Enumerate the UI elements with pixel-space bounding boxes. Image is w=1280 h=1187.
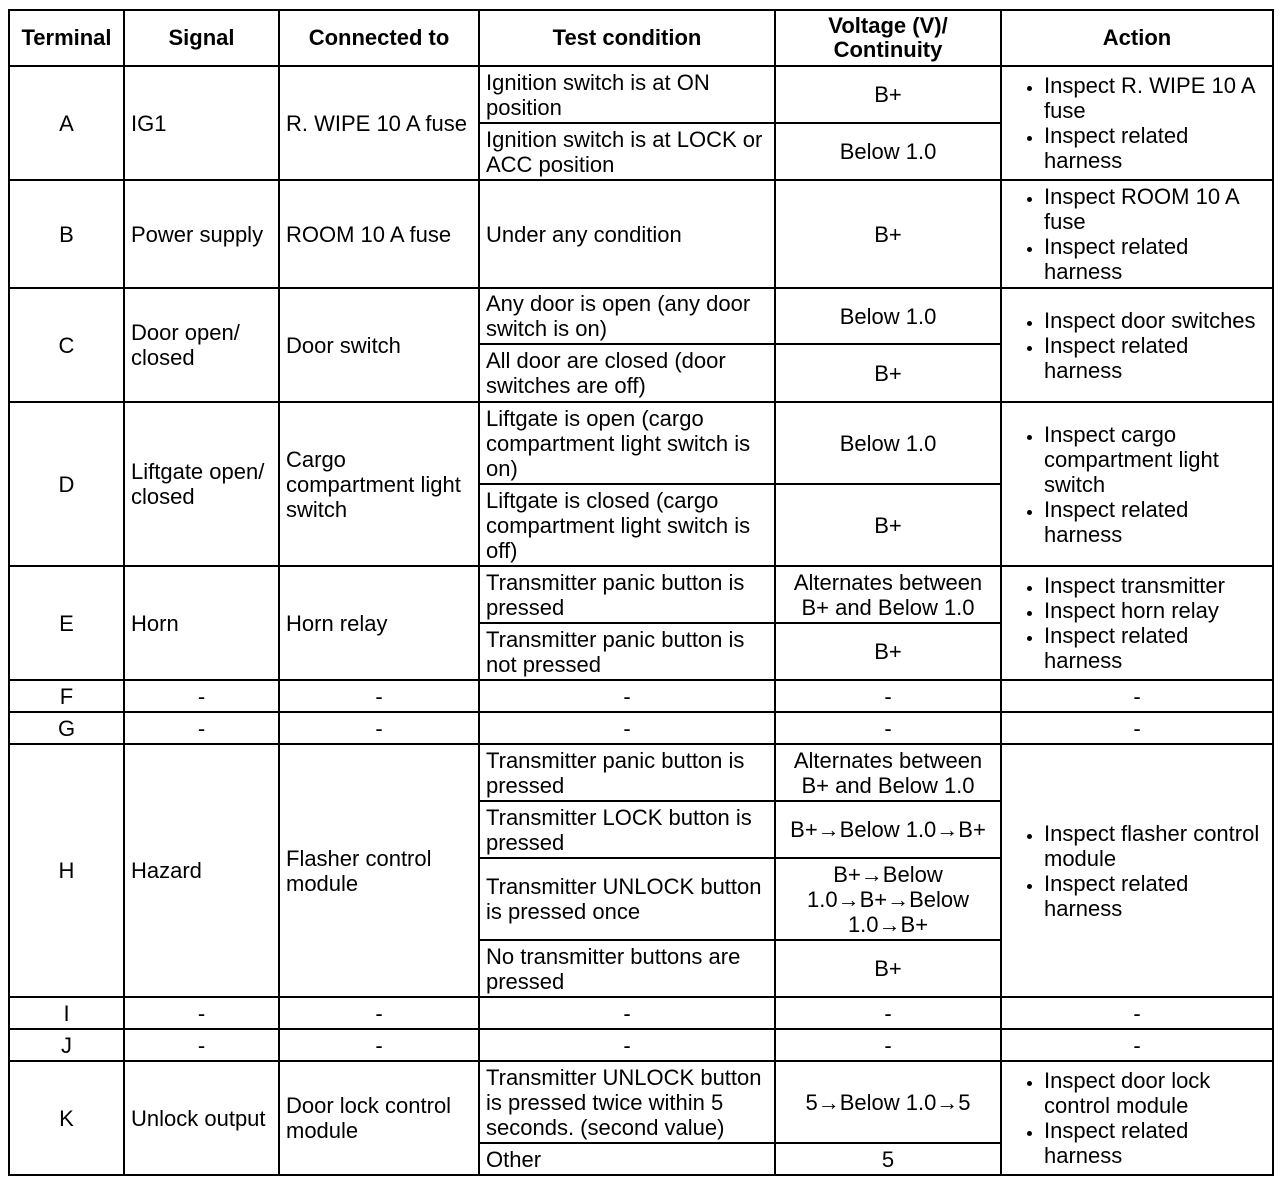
list-item: • Inspect ROOM 10 A fuse bbox=[1044, 184, 1268, 234]
list-item: • Inspect related harness bbox=[1044, 871, 1268, 921]
condition-cell: Any door is open (any door switch is on) bbox=[479, 288, 775, 344]
terminal-cell: E bbox=[9, 566, 124, 680]
header-connected-to: Connected to bbox=[279, 10, 479, 66]
action-list bbox=[1014, 1068, 1268, 1168]
terminal-cell: C bbox=[9, 288, 124, 402]
list-item: • Inspect related harness bbox=[1044, 333, 1268, 383]
condition-cell: Transmitter UNLOCK button is pressed once bbox=[479, 858, 775, 940]
action-cell: - bbox=[1001, 712, 1273, 744]
value-cell: - bbox=[775, 680, 1001, 712]
signal-cell: - bbox=[124, 712, 279, 744]
list-item: • Inspect R. WIPE 10 A fuse bbox=[1044, 73, 1268, 123]
value-cell: B+ bbox=[775, 623, 1001, 680]
value-cell: - bbox=[775, 1029, 1001, 1061]
signal-cell: Power supply bbox=[124, 180, 279, 288]
signal-cell: - bbox=[124, 997, 279, 1029]
value-cell: 5 bbox=[775, 1143, 1001, 1175]
action-cell: - bbox=[1001, 997, 1273, 1029]
terminal-cell: G bbox=[9, 712, 124, 744]
condition-cell: Transmitter panic button is pressed bbox=[479, 744, 775, 801]
condition-cell: Transmitter panic button is pressed bbox=[479, 566, 775, 623]
table-row bbox=[9, 997, 1273, 1029]
signal-cell: - bbox=[124, 1029, 279, 1061]
table-row bbox=[9, 566, 1273, 623]
inspection-table bbox=[8, 9, 1274, 1176]
condition-cell: Under any condition bbox=[479, 180, 775, 288]
action-cell bbox=[1001, 402, 1273, 566]
table-row bbox=[9, 288, 1273, 344]
value-cell: - bbox=[775, 712, 1001, 744]
condition-cell: No transmitter buttons are pressed bbox=[479, 940, 775, 997]
table-row bbox=[9, 66, 1273, 123]
condition-cell: Transmitter panic button is not pressed bbox=[479, 623, 775, 680]
connected-cell: - bbox=[279, 1029, 479, 1061]
value-cell: B+ bbox=[775, 940, 1001, 997]
signal-cell: Liftgate open/ closed bbox=[124, 402, 279, 566]
value-cell: B+→Below 1.0→B+ bbox=[775, 801, 1001, 858]
action-cell bbox=[1001, 744, 1273, 997]
table-row bbox=[9, 680, 1273, 712]
action-list bbox=[1014, 821, 1268, 921]
list-item: • Inspect related harness bbox=[1044, 123, 1268, 173]
table-row bbox=[9, 712, 1273, 744]
value-cell: B+ bbox=[775, 344, 1001, 402]
action-cell: - bbox=[1001, 680, 1273, 712]
terminal-cell: K bbox=[9, 1061, 124, 1175]
terminal-cell: H bbox=[9, 744, 124, 997]
connected-cell: R. WIPE 10 A fuse bbox=[279, 66, 479, 180]
header-terminal: Terminal bbox=[9, 10, 124, 66]
signal-cell: - bbox=[124, 680, 279, 712]
action-list bbox=[1014, 422, 1268, 547]
list-item: • Inspect related harness bbox=[1044, 497, 1268, 547]
value-cell: Below 1.0 bbox=[775, 123, 1001, 180]
table-row bbox=[9, 1061, 1273, 1143]
signal-cell: Door open/ closed bbox=[124, 288, 279, 402]
terminal-cell: F bbox=[9, 680, 124, 712]
signal-cell: IG1 bbox=[124, 66, 279, 180]
value-cell: B+ bbox=[775, 484, 1001, 566]
signal-cell: Hazard bbox=[124, 744, 279, 997]
header-action: Action bbox=[1001, 10, 1273, 66]
list-item: • Inspect flasher control module bbox=[1044, 821, 1268, 871]
table-row bbox=[9, 180, 1273, 288]
action-list bbox=[1014, 184, 1268, 284]
value-cell: Below 1.0 bbox=[775, 402, 1001, 484]
connected-cell: Door switch bbox=[279, 288, 479, 402]
condition-cell: Ignition switch is at LOCK or ACC position bbox=[479, 123, 775, 180]
condition-cell: Other bbox=[479, 1143, 775, 1175]
action-cell: - bbox=[1001, 1029, 1273, 1061]
connected-cell: ROOM 10 A fuse bbox=[279, 180, 479, 288]
condition-cell: - bbox=[479, 680, 775, 712]
terminal-cell: J bbox=[9, 1029, 124, 1061]
condition-cell: Transmitter UNLOCK button is pressed twice within 5 seconds. (second value) bbox=[479, 1061, 775, 1143]
connected-cell: Flasher control module bbox=[279, 744, 479, 997]
action-cell bbox=[1001, 566, 1273, 680]
connected-cell: Cargo compartment light switch bbox=[279, 402, 479, 566]
terminal-cell: B bbox=[9, 180, 124, 288]
header-signal: Signal bbox=[124, 10, 279, 66]
table-row bbox=[9, 744, 1273, 801]
action-cell bbox=[1001, 66, 1273, 180]
connected-cell: - bbox=[279, 712, 479, 744]
list-item: • Inspect related harness bbox=[1044, 1118, 1268, 1168]
value-cell: Alternates between B+ and Below 1.0 bbox=[775, 566, 1001, 623]
action-cell bbox=[1001, 180, 1273, 288]
connected-cell: Horn relay bbox=[279, 566, 479, 680]
value-cell: 5→Below 1.0→5 bbox=[775, 1061, 1001, 1143]
value-cell: - bbox=[775, 997, 1001, 1029]
action-list bbox=[1014, 73, 1268, 173]
condition-cell: All door are closed (door switches are off) bbox=[479, 344, 775, 402]
header-row bbox=[9, 10, 1273, 66]
condition-cell: - bbox=[479, 1029, 775, 1061]
header-voltage: Voltage (V)/ Continuity bbox=[775, 10, 1001, 66]
value-cell: Alternates between B+ and Below 1.0 bbox=[775, 744, 1001, 801]
condition-cell: - bbox=[479, 997, 775, 1029]
table-row bbox=[9, 1029, 1273, 1061]
table-wrapper bbox=[8, 9, 1274, 1176]
signal-cell: Unlock output bbox=[124, 1061, 279, 1175]
action-cell bbox=[1001, 288, 1273, 402]
action-list bbox=[1014, 573, 1268, 673]
condition-cell: Liftgate is closed (cargo compartment light switch is off) bbox=[479, 484, 775, 566]
header-test-condition: Test condition bbox=[479, 10, 775, 66]
action-cell bbox=[1001, 1061, 1273, 1175]
connected-cell: - bbox=[279, 997, 479, 1029]
terminal-cell: I bbox=[9, 997, 124, 1029]
action-list bbox=[1014, 308, 1268, 383]
table-row bbox=[9, 402, 1273, 484]
signal-cell: Horn bbox=[124, 566, 279, 680]
terminal-cell: A bbox=[9, 66, 124, 180]
list-item: • Inspect door lock control module bbox=[1044, 1068, 1268, 1118]
list-item: • Inspect door switches bbox=[1044, 308, 1268, 333]
condition-cell: - bbox=[479, 712, 775, 744]
connected-cell: Door lock control module bbox=[279, 1061, 479, 1175]
list-item: • Inspect transmitter bbox=[1044, 573, 1268, 598]
list-item: • Inspect related harness bbox=[1044, 234, 1268, 284]
value-cell: B+ bbox=[775, 180, 1001, 288]
list-item: • Inspect cargo compartment light switch bbox=[1044, 422, 1268, 497]
condition-cell: Liftgate is open (cargo compartment light switch is on) bbox=[479, 402, 775, 484]
condition-cell: Transmitter LOCK button is pressed bbox=[479, 801, 775, 858]
list-item: • Inspect horn relay bbox=[1044, 598, 1268, 623]
value-cell: B+ bbox=[775, 66, 1001, 123]
connected-cell: - bbox=[279, 680, 479, 712]
value-cell: Below 1.0 bbox=[775, 288, 1001, 344]
condition-cell: Ignition switch is at ON position bbox=[479, 66, 775, 123]
list-item: • Inspect related harness bbox=[1044, 623, 1268, 673]
value-cell: B+→Below 1.0→B+→Below 1.0→B+ bbox=[775, 858, 1001, 940]
terminal-cell: D bbox=[9, 402, 124, 566]
